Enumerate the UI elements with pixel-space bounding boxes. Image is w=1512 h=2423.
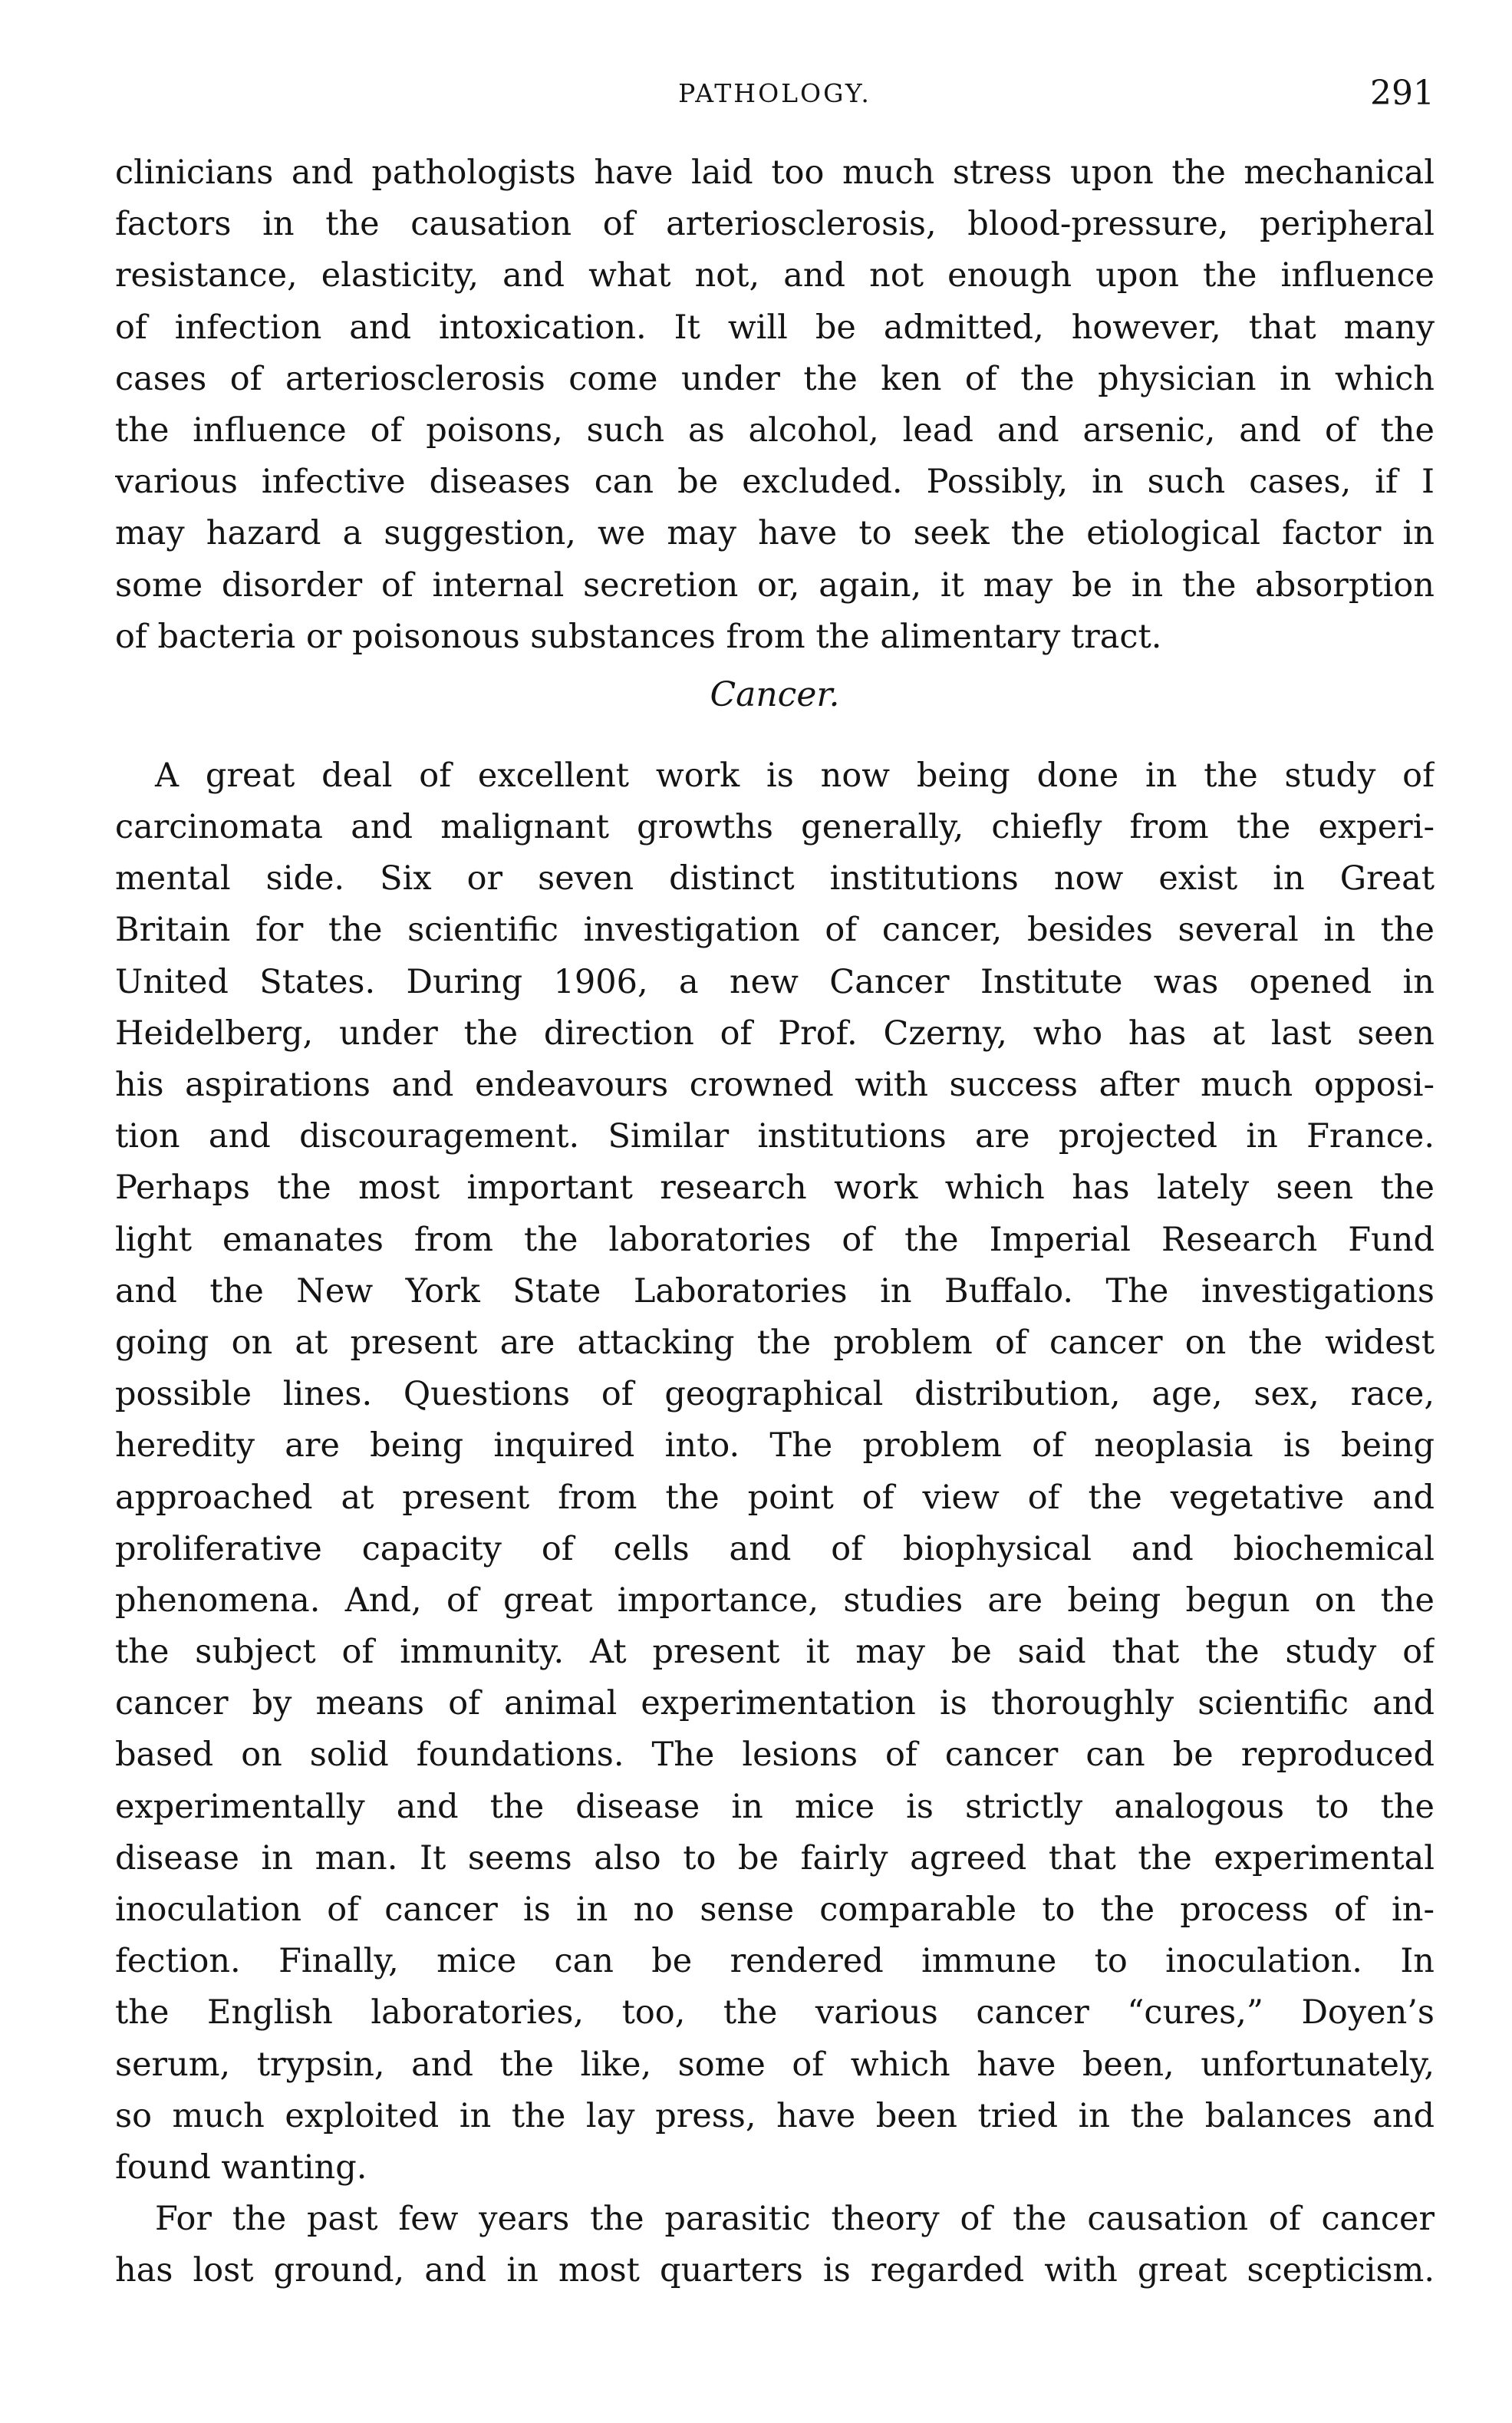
text-line: factors in the causation of arteriosclerosis, blood-pressure, peripheral (115, 205, 1435, 244)
page-number: 291 (1370, 74, 1435, 113)
text-line: clinicians and pathologists have laid too much stress upon the mechanical (115, 153, 1435, 192)
text-line: carcinomata and malignant growths generally, chiefly from the experi- (115, 808, 1435, 847)
text-line: tion and discouragement. Similar institutions are projected in France. (115, 1117, 1435, 1156)
text-line: may hazard a suggestion, we may have to seek the etiological factor in (115, 514, 1435, 553)
text-line: various infective diseases can be excluded. Possibly, in such cases, if I (115, 463, 1435, 502)
text-line: A great deal of excellent work is now being done in the study of (155, 756, 1435, 795)
text-line: possible lines. Questions of geographical distribution, age, sex, race, (115, 1375, 1435, 1414)
running-title: PATHOLOGY. (678, 78, 871, 108)
text-line: based on solid foundations. The lesions of cancer can be reproduced (115, 1736, 1435, 1775)
text-line: proliferative capacity of cells and of biophysical and biochemical (115, 1529, 1435, 1568)
text-line: some disorder of internal secretion or, again, it may be in the absorption (115, 565, 1435, 605)
body-text (115, 147, 1435, 2297)
text-line: found wanting. (115, 2148, 367, 2187)
text-line: Perhaps the most important research work which has lately seen the (115, 1169, 1435, 1208)
section-heading-cancer: Cancer. (710, 674, 840, 714)
text-line: heredity are being inquired into. The problem of neoplasia is being (115, 1426, 1435, 1465)
text-line: serum, trypsin, and the like, some of which have been, unfortunately, (115, 2045, 1435, 2084)
text-line: inoculation of cancer is in no sense comparable to the process of in- (115, 1891, 1435, 1929)
text-line: phenomena. And, of great importance, studies are being begun on the (115, 1581, 1435, 1620)
text-line: light emanates from the laboratories of the Imperial Research Fund (115, 1220, 1435, 1259)
text-line: the English laboratories, too, the various cancer “cures,” Doyen’s (115, 1993, 1435, 2032)
text-line: the subject of immunity. At present it may be said that the study of (115, 1633, 1435, 1672)
text-line: fection. Finally, mice can be rendered immune to inoculation. In (115, 1942, 1435, 1981)
paragraph-arteriosclerosis (115, 147, 1435, 663)
text-line: United States. During 1906, a new Cancer Institute was opened in (115, 962, 1435, 1001)
text-line: the influence of poisons, such as alcohol, lead and arsenic, and of the (115, 410, 1435, 450)
text-line: cancer by means of animal experimentation is thoroughly scientific and (115, 1684, 1435, 1723)
paragraph-cancer (115, 750, 1435, 2194)
paragraph-parasitic-theory (115, 2194, 1435, 2296)
text-line: experimentally and the disease in mice is strictly analogous to the (115, 1787, 1435, 1826)
text-line: disease in man. It seems also to be fairly agreed that the experimental (115, 1838, 1435, 1877)
text-line: and the New York State Laboratories in Buffalo. The investigations (115, 1271, 1435, 1310)
text-line: approached at present from the point of view of the vegetative and (115, 1478, 1435, 1517)
text-line: has lost ground, and in most quarters is regarded with great scepticism. (115, 2251, 1435, 2290)
text-line: Britain for the scientific investigation of cancer, besides several in the (115, 911, 1435, 950)
heading-spacer (115, 727, 1435, 750)
text-line: cases of arteriosclerosis come under the ken of the physician in which (115, 359, 1435, 398)
text-line: his aspirations and endeavours crowned with success after much opposi- (115, 1066, 1435, 1104)
text-line: resistance, elasticity, and what not, and not enough upon the influence (115, 256, 1435, 295)
text-line: of infection and intoxication. It will be admitted, however, that many (115, 308, 1435, 347)
text-line: Heidelberg, under the direction of Prof. Czerny, who has at last seen (115, 1014, 1435, 1053)
text-line: going on at present are attacking the problem of cancer on the widest (115, 1323, 1435, 1362)
text-line: so much exploited in the lay press, have been tried in the balances and (115, 2096, 1435, 2135)
text-line: For the past few years the parasitic theory of the causation of cancer (155, 2200, 1435, 2239)
running-head (115, 71, 1435, 117)
text-line: mental side. Six or seven distinct institutions now exist in Great (115, 859, 1435, 898)
text-line: of bacteria or poisonous substances from the alimentary tract. (115, 617, 1162, 656)
